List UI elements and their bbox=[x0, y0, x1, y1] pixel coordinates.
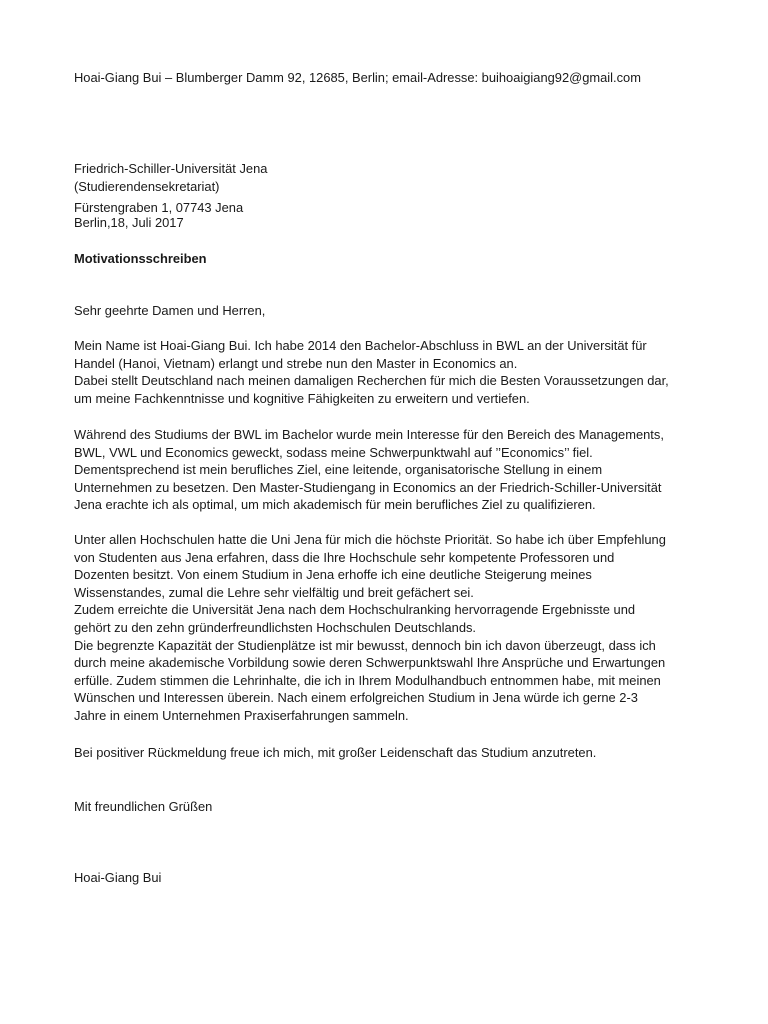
paragraph-line: Wissenstandes, zumal die Lehre sehr vielfältig und breit gefächert sei. bbox=[74, 584, 474, 600]
paragraph-line: Dementsprechend ist mein berufliches Ziel, eine leitende, organisatorische Stellung in einem bbox=[74, 462, 603, 478]
paragraph-line: erfülle. Zudem stimmen die Lehrinhalte, die ich in Ihrem Modulhandbuch entnommen habe, mit meinen bbox=[74, 672, 661, 688]
paragraph-line: Dabei stellt Deutschland nach meinen damaligen Recherchen für mich die Besten Voraussetzungen dar, bbox=[74, 373, 669, 389]
paragraph-line: Mein Name ist Hoai-Giang Bui. Ich habe 2014 den Bachelor-Abschluss in BWL an der Universität für bbox=[74, 338, 647, 353]
paragraph-line: Wünschen und Interessen überein. Nach einem erfolgreichen Studium in Jena würde ich gerne 2-3 bbox=[74, 690, 638, 706]
letter-date: Berlin,18, Juli 2017 bbox=[74, 215, 184, 230]
letter-subject: Motivationsschreiben bbox=[74, 251, 207, 266]
paragraph-line: durch meine akademische Vorbildung sowie deren Schwerpunktswahl Ihre Ansprüche und Erwartungen bbox=[74, 655, 666, 671]
paragraph-1 bbox=[74, 337, 734, 407]
sender-line: Hoai-Giang Bui – Blumberger Damm 92, 12685, Berlin; email-Adresse: buihoaigiang92@gmail.com bbox=[74, 70, 641, 85]
paragraph-line: Jena erachte ich als optimal, um mich akademisch für mein berufliches Ziel zu qualifizieren. bbox=[74, 497, 596, 513]
paragraph-line: Die begrenzte Kapazität der Studienplätze ist mir bewusst, dennoch bin ich davon überzeugt, dass ich bbox=[74, 637, 656, 653]
paragraph-2 bbox=[74, 426, 734, 514]
signature: Hoai-Giang Bui bbox=[74, 870, 162, 885]
paragraph-line: BWL, VWL und Economics geweckt, sodass meine Schwerpunktwahl auf ’’Economics’’ fiel. bbox=[74, 444, 593, 460]
recipient-department: (Studierendensekretariat) bbox=[74, 179, 220, 194]
recipient-address: Fürstengraben 1, 07743 Jena bbox=[74, 200, 244, 215]
paragraph-line: Handel (Hanoi, Vietnam) erlangt und strebe nun den Master in Economics an. bbox=[74, 355, 518, 371]
paragraph-line: Unter allen Hochschulen hatte die Uni Jena für mich die höchste Priorität. So habe ich über Empfehlung bbox=[74, 532, 666, 547]
paragraph-line: Dozenten besitzt. Von einem Studium in Jena erhoffe ich eine deutliche Steigerung meines bbox=[74, 567, 592, 583]
paragraph-line: Während des Studiums der BWL im Bachelor wurde mein Interesse für den Bereich des Managements, bbox=[74, 427, 664, 442]
paragraph-line: Zudem erreichte die Universität Jena nach dem Hochschulranking hervorragende Ergebnisste und bbox=[74, 602, 636, 618]
closing: Mit freundlichen Grüßen bbox=[74, 799, 213, 814]
paragraph-line: um meine Fachkenntnisse und kognitive Fähigkeiten zu erweitern und vertiefen. bbox=[74, 390, 530, 406]
recipient-name: Friedrich-Schiller-Universität Jena bbox=[74, 161, 268, 176]
paragraph-line: Unternehmen zu besetzen. Den Master-Studiengang in Economics an der Friedrich-Schiller-Universität bbox=[74, 479, 662, 495]
paragraph-line: Jahre in einem Unternehmen Praxiserfahrungen sammeln. bbox=[74, 707, 409, 723]
salutation: Sehr geehrte Damen und Herren, bbox=[74, 303, 266, 318]
paragraph-3 bbox=[74, 531, 734, 725]
paragraph-line: von Studenten aus Jena erfahren, dass die Ihre Hochschule sehr kompetente Professoren und bbox=[74, 549, 615, 565]
paragraph-4 bbox=[74, 744, 734, 762]
paragraph-line: gehört zu den zehn gründerfreundlichsten Hochschulen Deutschlands. bbox=[74, 619, 477, 635]
paragraph-line: Bei positiver Rückmeldung freue ich mich, mit großer Leidenschaft das Studium anzutreten. bbox=[74, 745, 597, 760]
